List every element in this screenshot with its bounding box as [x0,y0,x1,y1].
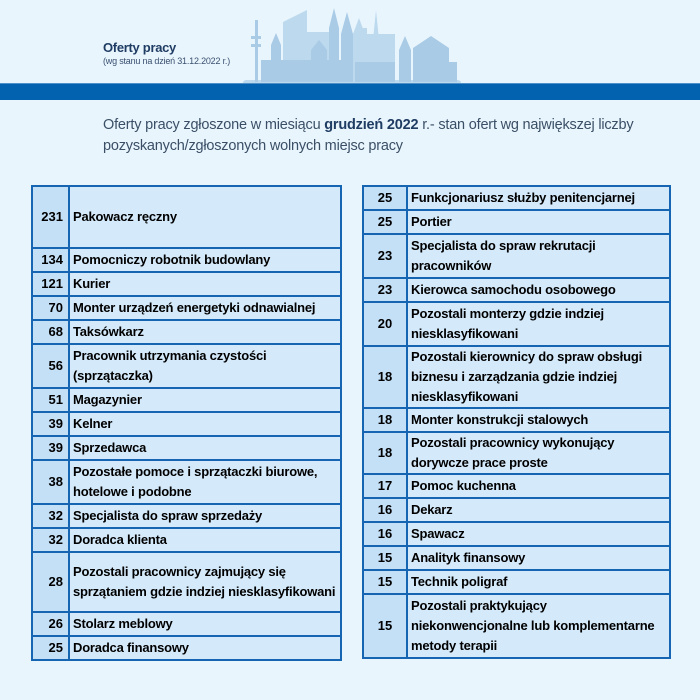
occupation-name: Taksówkarz [69,320,341,344]
table-row [363,570,670,594]
offer-count: 25 [32,636,69,660]
table-row [32,320,341,344]
header-blue-band [0,84,700,100]
table-row [32,412,341,436]
occupation-name: Analityk finansowy [407,546,670,570]
offer-count: 28 [32,552,69,612]
header-title: Oferty pracy [103,40,176,55]
occupation-name: Pomoc kuchenna [407,474,670,498]
table-row [32,388,341,412]
occupation-name: Technik poligraf [407,570,670,594]
offer-count: 16 [363,522,407,546]
offer-count: 39 [32,436,69,460]
job-offers-table-left [31,185,342,661]
offer-count: 231 [32,186,69,248]
table-row [32,296,341,320]
occupation-name: Kierowca samochodu osobowego [407,278,670,302]
offer-count: 18 [363,408,407,432]
table-row [363,474,670,498]
table-row [32,552,341,612]
occupation-name: Pracownik utrzymania czystości (sprzątaczka) [69,344,341,388]
table-row [363,594,670,658]
occupation-name: Sprzedawca [69,436,341,460]
intro-text-after: r.- stan ofert wg największej liczby pozyskanych/zgłoszonych wolnych miejsc pracy [103,117,634,154]
table-row [363,210,670,234]
job-offers-table-right [362,185,671,659]
offer-count: 17 [363,474,407,498]
table-row [363,498,670,522]
table-row [363,278,670,302]
offer-count: 20 [363,302,407,346]
occupation-name: Spawacz [407,522,670,546]
table-row [32,504,341,528]
offer-count: 39 [32,412,69,436]
offer-count: 16 [363,498,407,522]
table-row [363,234,670,278]
occupation-name: Specjalista do spraw sprzedaży [69,504,341,528]
table-row [32,528,341,552]
offer-count: 70 [32,296,69,320]
occupation-name: Pomocniczy robotnik budowlany [69,248,341,272]
table-row [363,408,670,432]
table-row [32,612,341,636]
table-row [32,272,341,296]
table-row [32,436,341,460]
offer-count: 38 [32,460,69,504]
occupation-name: Pozostali kierownicy do spraw obsługi biznesu i zarządzania gdzie indziej niesklasyfikowani [407,346,670,408]
occupation-name: Doradca finansowy [69,636,341,660]
occupation-name: Dekarz [407,498,670,522]
offer-count: 121 [32,272,69,296]
table-row [32,636,341,660]
offer-count: 15 [363,594,407,658]
occupation-name: Pozostali monterzy gdzie indziej niesklasyfikowani [407,302,670,346]
offer-count: 51 [32,388,69,412]
occupation-name: Kelner [69,412,341,436]
offer-count: 23 [363,234,407,278]
header-subtitle: (wg stanu na dzień 31.12.2022 r.) [103,56,230,66]
offer-count: 25 [363,186,407,210]
offer-count: 18 [363,432,407,474]
offer-count: 68 [32,320,69,344]
offer-count: 56 [32,344,69,388]
occupation-name: Doradca klienta [69,528,341,552]
table-row [363,302,670,346]
offer-count: 15 [363,546,407,570]
occupation-name: Pozostali pracownicy wykonujący dorywcze prace proste [407,432,670,474]
table-row [32,344,341,388]
offer-count: 26 [32,612,69,636]
occupation-name: Funkcjonariusz służby penitencjarnej [407,186,670,210]
offer-count: 25 [363,210,407,234]
intro-text-before: Oferty pracy zgłoszone w miesiącu [103,117,325,133]
offer-count: 32 [32,504,69,528]
intro-text [103,115,643,157]
offer-count: 23 [363,278,407,302]
offer-count: 32 [32,528,69,552]
occupation-name: Pozostali praktykujący niekonwencjonalne lub komplementarne metody terapii [407,594,670,658]
table-row [363,522,670,546]
offer-count: 134 [32,248,69,272]
table-row [32,460,341,504]
table-row [363,186,670,210]
occupation-name: Stolarz meblowy [69,612,341,636]
table-row [363,546,670,570]
occupation-name: Monter urządzeń energetyki odnawialnej [69,296,341,320]
occupation-name: Specjalista do spraw rekrutacji pracowników [407,234,670,278]
offer-count: 18 [363,346,407,408]
occupation-name: Kurier [69,272,341,296]
city-skyline-illustration [243,0,463,86]
occupation-name: Pozostałe pomoce i sprzątaczki biurowe, hotelowe i podobne [69,460,341,504]
occupation-name: Magazynier [69,388,341,412]
table-row [32,248,341,272]
occupation-name: Pozostali pracownicy zajmujący się sprzątaniem gdzie indziej niesklasyfikowani [69,552,341,612]
occupation-name: Monter konstrukcji stalowych [407,408,670,432]
intro-month: grudzień 2022 [324,117,419,133]
table-row [363,346,670,408]
occupation-name: Portier [407,210,670,234]
occupation-name: Pakowacz ręczny [69,186,341,248]
table-row [363,432,670,474]
offer-count: 15 [363,570,407,594]
table-row [32,186,341,248]
